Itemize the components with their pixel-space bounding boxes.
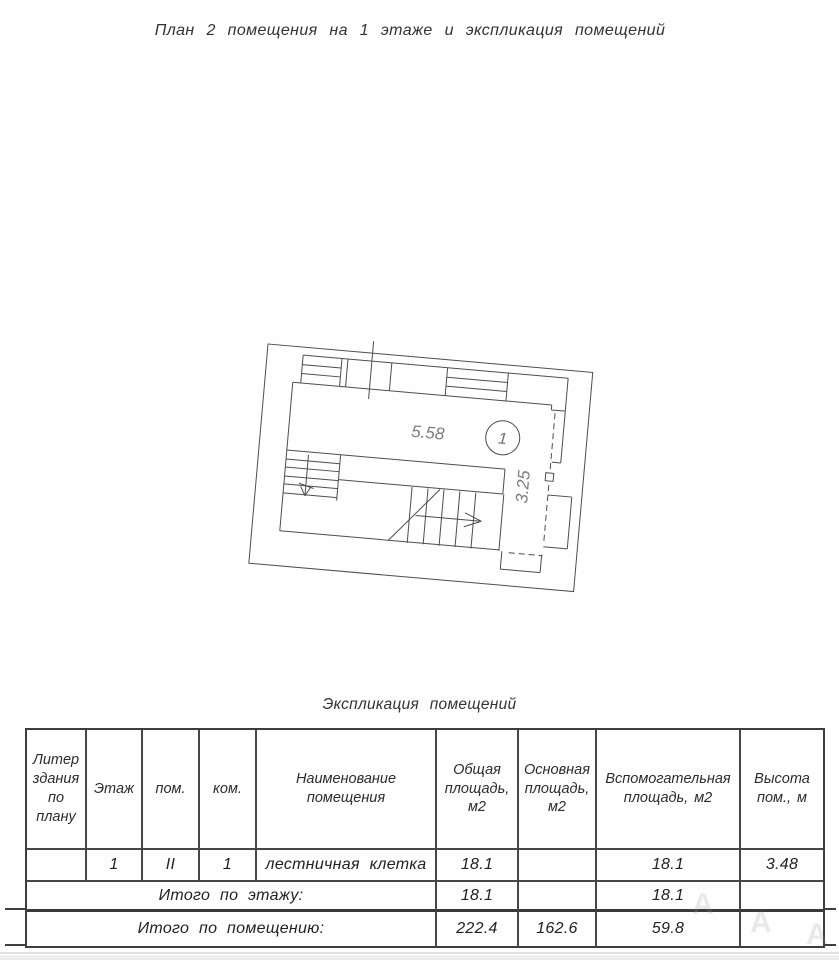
room-number: 1 — [497, 430, 508, 449]
top-wall-right-end — [565, 378, 568, 411]
stair-flight-left — [283, 450, 341, 501]
page-title: План 2 помещения на 1 этаже и экспликация помещений — [154, 22, 666, 39]
dimension-length: 5.58 — [410, 421, 446, 444]
floor-plan-drawing — [225, 330, 610, 610]
entrance-vestibule — [500, 402, 579, 575]
premises-total-label: Итого по помещению: — [27, 912, 437, 946]
scan-artifact-line — [0, 952, 839, 954]
header-cell-area-aux: Вспомогательная площадь, м2 — [597, 730, 741, 850]
header-cell-area-total: Общая площадь, м2 — [437, 730, 519, 850]
row-cell-pom: II — [143, 850, 200, 882]
axis-tick — [369, 341, 374, 399]
row-cell-area-main — [519, 850, 597, 882]
premises-total-area-aux: 59.8 — [597, 912, 741, 946]
stair-landing — [285, 450, 505, 494]
stair-break-line — [388, 485, 440, 544]
floor-total-area-total: 18.1 — [437, 882, 519, 912]
stair-flight-lower — [388, 484, 504, 550]
floor-total-label: Итого по этажу: — [27, 882, 437, 912]
watermark-letter: А — [692, 888, 714, 921]
line-overshoot — [823, 908, 836, 910]
row-cell-area-total: 18.1 — [437, 850, 519, 882]
row-cell-area-aux: 18.1 — [597, 850, 741, 882]
watermark-letter: А — [806, 918, 828, 951]
floor-total-area-aux: 18.1 — [597, 882, 741, 912]
floor-plan — [225, 330, 610, 610]
premises-total-area-main: 162.6 — [519, 912, 597, 946]
window-symbol-left — [301, 355, 342, 386]
premises-total-area-total: 222.4 — [437, 912, 519, 946]
left-wall — [280, 382, 293, 530]
scan-edge-shading — [0, 955, 839, 960]
row-cell-height: 3.48 — [741, 850, 823, 882]
header-cell-kom: ком. — [200, 730, 257, 850]
header-cell-floor: Этаж — [87, 730, 143, 850]
header-cell-pom: пом. — [143, 730, 200, 850]
line-overshoot — [5, 944, 27, 946]
bottom-wall — [280, 531, 499, 550]
watermark-letter: А — [750, 906, 772, 939]
header-cell-height: Высота пом., м — [741, 730, 823, 850]
top-wall-inner-line — [293, 382, 552, 405]
floor-total-area-main — [519, 882, 597, 912]
dimension-depth: 3.25 — [512, 469, 534, 505]
header-cell-name: Наименование помещения — [257, 730, 437, 850]
row-cell-kom: 1 — [200, 850, 257, 882]
header-cell-area-main: Основная площадь, м2 — [519, 730, 597, 850]
row-cell-floor: 1 — [87, 850, 143, 882]
line-overshoot — [5, 908, 27, 910]
table-caption: Экспликация помещений — [322, 696, 517, 713]
bottom-porch-step — [500, 551, 541, 572]
window-jamb-lines — [346, 359, 392, 391]
row-cell-name: лестничная клетка — [257, 850, 437, 882]
row-cell-liter — [27, 850, 87, 882]
header-cell-liter: Литер здания по плану — [27, 730, 87, 850]
